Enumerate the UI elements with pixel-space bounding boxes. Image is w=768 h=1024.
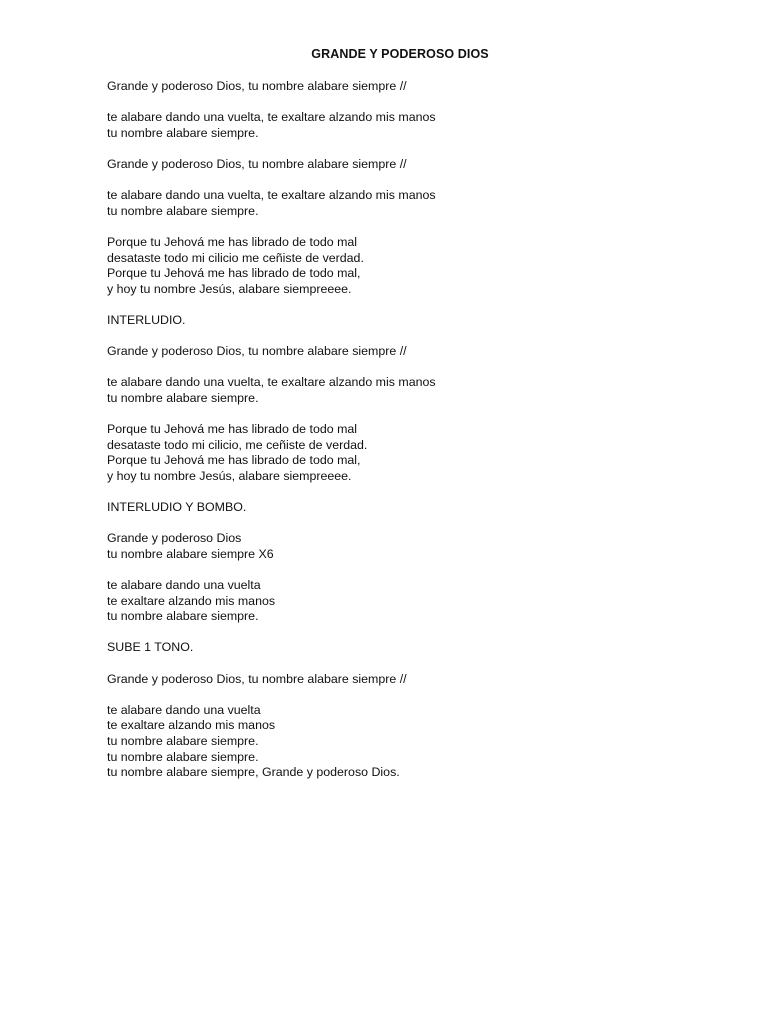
lyrics-line: Porque tu Jehová me has librado de todo mal [107, 234, 358, 249]
lyrics-line: te exaltare alzando mis manos [107, 593, 276, 608]
lyrics-line: desataste todo mi cilicio, me ceñiste de verdad. [107, 437, 368, 452]
lyrics-line: te alabare dando una vuelta, te exaltare alzando mis manos [107, 110, 436, 125]
lyrics-body [107, 79, 727, 796]
lyrics-line: te alabare dando una vuelta, te exaltare alzando mis manos [107, 188, 436, 203]
lyrics-line: tu nombre alabare siempre X6 [107, 546, 274, 561]
lyrics-stanza [107, 422, 727, 484]
lyrics-line: te alabare dando una vuelta [107, 578, 261, 592]
lyrics-line: Porque tu Jehová me has librado de todo mal, [107, 453, 361, 468]
lyrics-line: te alabare dando una vuelta [107, 702, 261, 717]
lyrics-line: Porque tu Jehová me has librado de todo mal, [107, 266, 361, 281]
lyrics-stanza [107, 672, 727, 688]
lyrics-line: Grande y poderoso Dios, tu nombre alabare siempre // [107, 156, 407, 171]
lyrics-stanza [107, 110, 727, 141]
lyrics-line: SUBE 1 TONO. [107, 640, 194, 655]
lyrics-stanza [107, 703, 727, 781]
lyrics-stanza [107, 188, 727, 219]
lyrics-line: INTERLUDIO Y BOMBO. [107, 500, 247, 515]
lyrics-line: Porque tu Jehová me has librado de todo mal [107, 422, 358, 437]
lyrics-line: te exaltare alzando mis manos [107, 718, 276, 733]
lyrics-line: te alabare dando una vuelta, te exaltare alzando mis manos [107, 375, 436, 390]
lyrics-line: y hoy tu nombre Jesús, alabare siempreeee. [107, 281, 352, 296]
lyrics-stanza [107, 578, 727, 625]
lyrics-line: INTERLUDIO. [107, 312, 186, 327]
lyrics-line: tu nombre alabare siempre. [107, 749, 259, 764]
lyrics-line: y hoy tu nombre Jesús, alabare siempreeee. [107, 468, 352, 483]
lyrics-line: tu nombre alabare siempre. [107, 125, 259, 140]
document-title: GRANDE Y PODEROSO DIOS [311, 47, 489, 61]
lyrics-stanza [107, 344, 727, 360]
lyrics-stanza [107, 640, 727, 656]
lyrics-line: tu nombre alabare siempre. [107, 203, 259, 218]
lyrics-line: Grande y poderoso Dios [107, 531, 242, 546]
lyrics-line: Grande y poderoso Dios, tu nombre alabare siempre // [107, 79, 407, 93]
lyrics-stanza [107, 79, 727, 95]
lyrics-stanza [107, 313, 727, 329]
lyrics-stanza [107, 375, 727, 406]
lyrics-stanza [107, 500, 727, 516]
lyrics-line: tu nombre alabare siempre. [107, 390, 259, 405]
lyrics-line: tu nombre alabare siempre, Grande y poderoso Dios. [107, 765, 400, 780]
lyrics-line: desataste todo mi cilicio me ceñiste de verdad. [107, 250, 364, 265]
lyrics-stanza [107, 157, 727, 173]
lyrics-line: Grande y poderoso Dios, tu nombre alabare siempre // [107, 344, 407, 359]
lyrics-line: tu nombre alabare siempre. [107, 733, 259, 748]
lyrics-stanza [107, 531, 727, 562]
lyrics-stanza [107, 235, 727, 297]
lyrics-line: tu nombre alabare siempre. [107, 609, 259, 624]
lyrics-line: Grande y poderoso Dios, tu nombre alabare siempre // [107, 671, 407, 686]
